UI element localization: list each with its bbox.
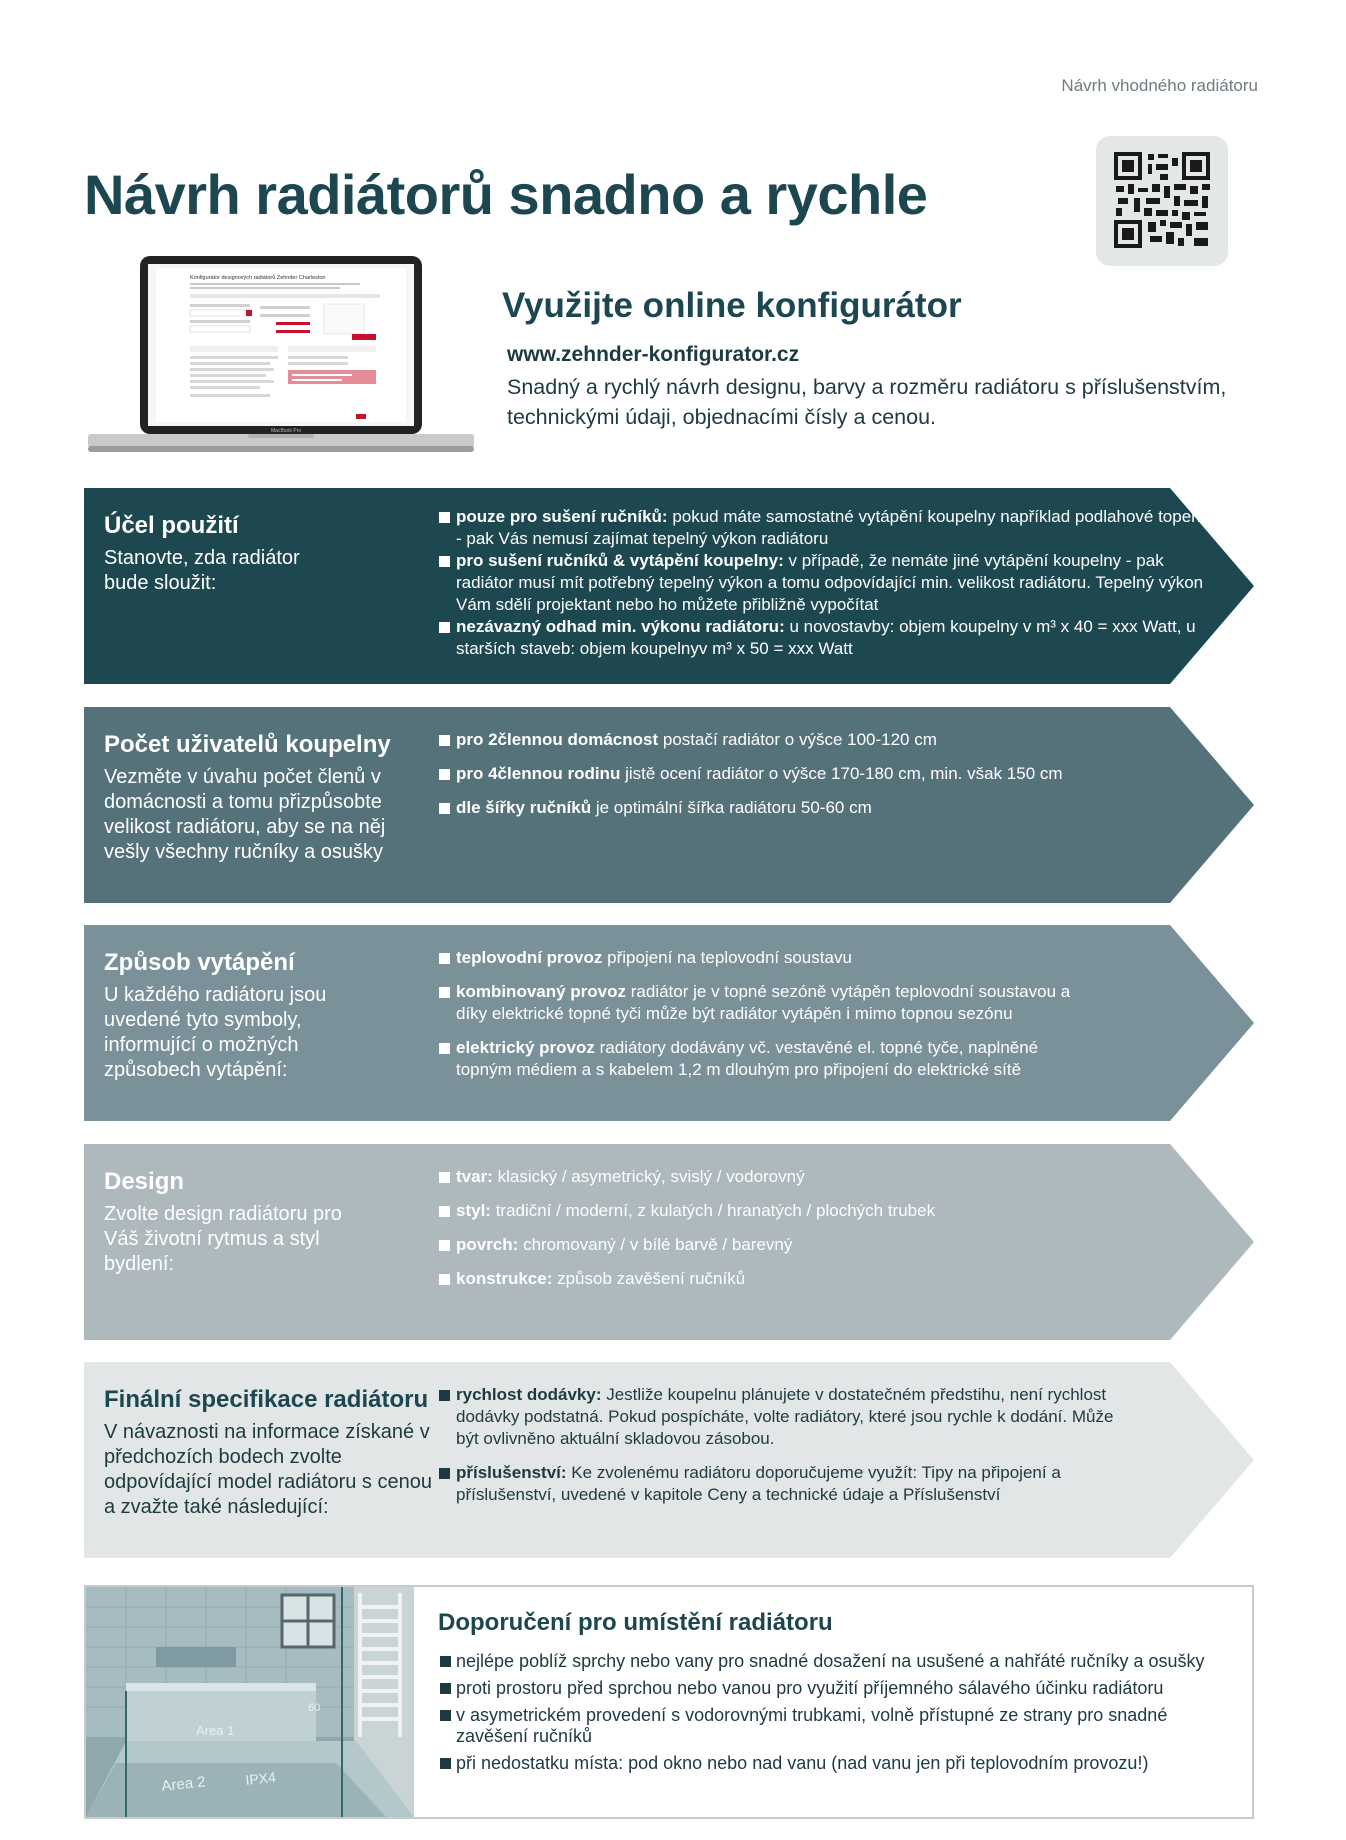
bathroom-photo xyxy=(86,1587,414,1817)
list-item: dle šířky ručníků je optimální šířka radiátoru 50-60 cm xyxy=(437,797,1197,819)
laptop-screen-title: Konfigurátor designových radiátorů Zehnder Charleston xyxy=(190,275,326,281)
placement-recommendation xyxy=(84,1585,1254,1819)
band-description: U každého radiátoru jsou uvedené tyto symboly, informující o možných způsobech vytápění: xyxy=(104,984,327,1081)
photo-label-ipx4: IPX4 xyxy=(244,1768,277,1788)
list-item: pouze pro sušení ručníků: pokud máte samostatné vytápění koupelny například podlahové topení - pak Vás nemusí zajímat tepelný výkon radiátoru xyxy=(437,506,1207,550)
band-users xyxy=(84,707,1254,903)
list-item: rychlost dodávky: Jestliže koupelnu plánujete v dostatečném předstihu, není rychlost dodávky podstatná. Pokud pospícháte, volte radiátory, které jsou rychle k dodání. Může být ovlivněno aktuální skladovou zásobou. xyxy=(437,1384,1137,1450)
laptop-illustration xyxy=(88,254,474,460)
list-item: proti prostoru před sprchou nebo vanou pro využití příjemného sálavého účinku radiátoru xyxy=(438,1678,1238,1699)
band-purpose xyxy=(84,488,1254,684)
list-item: pro sušení ručníků & vytápění koupelny: v případě, že nemáte jiné vytápění koupelny - pak radiátor musí mít potřebný tepelný výkon a tomu odpovídající min. velikost radiátoru. Tepelný výkon Vám sdělí projektant nebo ho můžete přibližně vypočítat xyxy=(437,550,1207,616)
page-title: Návrh radiátorů snadno a rychle xyxy=(84,163,928,226)
list-item: tvar: klasický / asymetrický, svislý / vodorovný xyxy=(437,1166,1197,1188)
running-head: Návrh vhodného radiátoru xyxy=(1061,76,1258,95)
configurator-description: Snadný a rychlý návrh designu, barvy a rozměru radiátoru s příslušenstvím, technickými údaji, objednacími čísly a cenou. xyxy=(507,375,1227,429)
band-title: Design xyxy=(104,1168,185,1195)
band-title: Způsob vytápění xyxy=(104,949,295,976)
configurator-link[interactable]: www.zehnder-konfigurator.cz xyxy=(507,343,800,366)
band-heating-mode xyxy=(84,925,1254,1121)
list-item: nezávazný odhad min. výkonu radiátoru: u novostavby: objem koupelny v m³ x 40 = xxx Watt, u starších staveb: objem koupelnyv m³ x 50 = xxx Watt xyxy=(437,616,1207,660)
band-description: Zvolte design radiátoru pro Váš životní rytmus a styl bydlení: xyxy=(104,1203,342,1275)
band-final-spec xyxy=(84,1362,1254,1558)
list-item: při nedostatku místa: pod okno nebo nad vanu (nad vanu jen při teplovodním provozu!) xyxy=(438,1753,1238,1774)
list-item: nejlépe poblíž sprchy nebo vany pro snadné dosažení na usušené a nahřáté ručníky a osušky xyxy=(438,1651,1238,1672)
laptop-brand: MacBook Pro xyxy=(271,428,302,434)
configurator-heading: Využijte online konfigurátor xyxy=(502,286,962,325)
qr-code-icon xyxy=(1114,152,1210,248)
photo-label-dim: 60 xyxy=(308,1702,321,1714)
list-item: příslušenství: Ke zvolenému radiátoru doporučujeme využít: Tipy na připojení a příslušenství, uvedené v kapitole Ceny a technické údaje a Příslušenství xyxy=(437,1462,1137,1506)
band-title: Účel použití xyxy=(104,512,239,539)
list-item: povrch: chromovaný / v bílé barvě / barevný xyxy=(437,1234,1197,1256)
list-item: pro 2člennou domácnost postačí radiátor o výšce 100-120 cm xyxy=(437,729,1197,751)
band-description: Stanovte, zda radiátor bude sloužit: xyxy=(104,547,300,594)
recommendation-list xyxy=(438,1651,1238,1780)
qr-code[interactable] xyxy=(1096,136,1228,266)
list-item: kombinovaný provoz radiátor je v topné sezóně vytápěn teplovodní soustavou a díky elektrické topné tyči může být radiátor vytápěn i mimo topnou sezónu xyxy=(437,981,1087,1025)
recommendation-title: Doporučení pro umístění radiátoru xyxy=(438,1609,833,1636)
band-description: Vezměte v úvahu počet členů v domácnosti a tomu přizpůsobte velikost radiátoru, aby se na něj vešly všechny ručníky a osušky xyxy=(104,766,386,863)
band-title: Finální specifikace radiátoru xyxy=(104,1386,429,1413)
list-item: v asymetrickém provedení s vodorovnými trubkami, volně přístupné ze strany pro snadné zavěšení ručníků xyxy=(438,1705,1238,1747)
band-title: Počet uživatelů koupelny xyxy=(104,731,391,758)
band-description: V návaznosti na informace získané v předchozích bodech zvolte odpovídající model radiátoru s cenou a zvažte také následující: xyxy=(104,1421,432,1518)
list-item: elektrický provoz radiátory dodávány vč. vestavěné el. topné tyče, naplněné topným médiem a s kabelem 1,2 m dlouhým pro připojení do elektrické sítě xyxy=(437,1037,1087,1081)
list-item: pro 4člennou rodinu jistě ocení radiátor o výšce 170-180 cm, min. však 150 cm xyxy=(437,763,1197,785)
photo-label-area2: Area 2 xyxy=(160,1773,207,1795)
photo-label-area1: Area 1 xyxy=(196,1723,235,1738)
list-item: konstrukce: způsob zavěšení ručníků xyxy=(437,1268,1197,1290)
list-item: teplovodní provoz připojení na teplovodní soustavu xyxy=(437,947,1087,969)
band-design xyxy=(84,1144,1254,1340)
list-item: styl: tradiční / moderní, z kulatých / hranatých / plochých trubek xyxy=(437,1200,1197,1222)
